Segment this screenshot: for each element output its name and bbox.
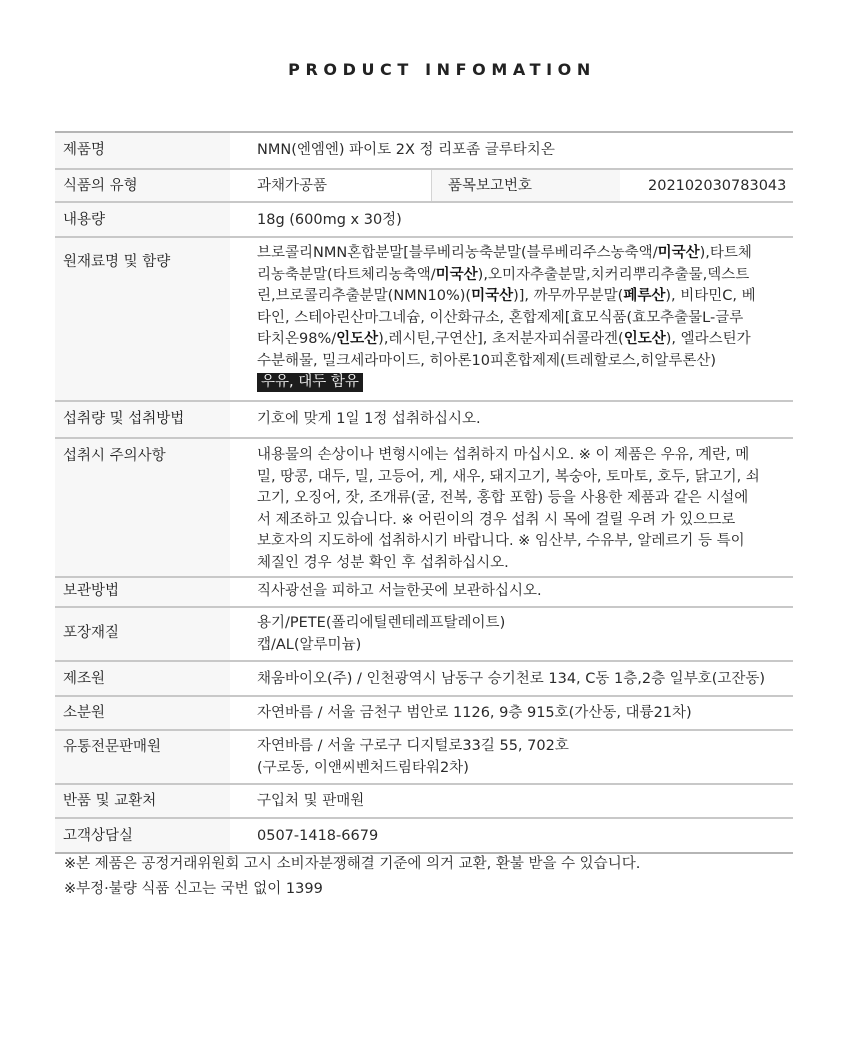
row-food-type	[55, 168, 793, 201]
origin-country: 인도산	[623, 331, 666, 347]
value-volume: 18g (600mg x 30정)	[257, 212, 402, 228]
label-packaging: 포장재질	[55, 608, 230, 660]
caution-line: 서 제조하고 있습니다. ※ 어린이의 경우 섭취 시 목에 걸릴 우려 가 있으므로	[257, 511, 736, 528]
value-caution	[230, 439, 793, 576]
row-packaging	[55, 606, 793, 660]
label-storage: 보관방법	[55, 578, 230, 606]
value-packaging	[230, 608, 793, 660]
label-product-name: 제품명	[55, 133, 230, 168]
caution-line: 밀, 땅콩, 대두, 밀, 고등어, 게, 새우, 돼지고기, 복숭아, 토마토, 호두, 닭고기, 쇠	[257, 468, 760, 485]
ingredient-text: ), 비타민C, 베	[665, 288, 756, 304]
caution-line: 내용물의 손상이나 변형시에는 섭취하지 마십시오. ※ 이 제품은 우유, 계란, 메	[257, 447, 750, 463]
origin-country: 미국산	[471, 288, 514, 304]
packaging-line: 용기/PETE(폴리에틸렌테레프탈레이트)	[257, 615, 506, 631]
ingredient-line	[257, 265, 793, 287]
label-manufacturer: 제조원	[55, 662, 230, 695]
label-volume: 내용량	[55, 203, 230, 236]
caution-line: 체질인 경우 성분 확인 후 섭취하십시오.	[257, 554, 509, 571]
label-returns: 반품 및 교환처	[55, 785, 230, 817]
ingredient-text: ),타트체	[699, 245, 752, 261]
label-report-number: 품목보고번호	[432, 170, 620, 201]
seller-line: 자연바름 / 서울 구로구 디지털로33길 55, 702호	[257, 738, 569, 754]
footer-notes	[64, 852, 640, 902]
label-intake: 섭취량 및 섭취방법	[55, 402, 230, 437]
ingredient-text: 브로콜리NMN혼합분말[블루베리농축분말(블루베리주스농축액/	[257, 245, 658, 261]
row-caution	[55, 437, 793, 576]
row-product-name	[55, 133, 793, 168]
ingredient-line	[257, 351, 793, 373]
origin-country: 인도산	[336, 331, 379, 347]
value-manufacturer: 채움바이오(주) / 인천광역시 남동구 승기천로 134, C동 1층,2층 일부호(고잔동)	[257, 671, 766, 687]
note-refund-policy: ※본 제품은 공정거래위원회 고시 소비자분쟁해결 기준에 의거 교환, 환불 받을 수 있습니다.	[64, 856, 641, 872]
origin-country: 페루산	[623, 288, 666, 304]
row-ingredients	[55, 236, 793, 400]
row-intake	[55, 400, 793, 437]
caution-line: 고기, 오징어, 잣, 조개류(굴, 전복, 홍합 포함) 등을 사용한 제품과 같은 시설에	[257, 490, 749, 506]
ingredient-line	[257, 243, 793, 265]
value-report-number: 202102030783043	[648, 178, 787, 194]
row-distributor	[55, 695, 793, 729]
value-intake: 기호에 맞게 1일 1정 섭취하십시오.	[257, 411, 481, 427]
label-seller: 유통전문판매원	[55, 731, 230, 783]
row-manufacturer	[55, 660, 793, 695]
value-returns: 구입처 및 판매원	[257, 793, 365, 809]
ingredient-text: 타치온98%/	[257, 331, 337, 347]
value-ingredients	[230, 238, 793, 400]
label-caution: 섭취시 주의사항	[55, 439, 230, 576]
page-title: PRODUCT INFOMATION	[288, 60, 596, 79]
packaging-line: 캡/AL(알루미늄)	[257, 636, 362, 653]
ingredient-line	[257, 329, 793, 351]
ingredient-text: 수분해물, 밀크세라마이드, 히아론10피혼합제제(트레할로스,히알루론산)	[257, 352, 717, 369]
row-volume	[55, 201, 793, 236]
ingredient-text: 리농축분말(타트체리농축액/	[257, 266, 436, 283]
row-customer-service	[55, 817, 793, 852]
ingredient-text: 린,브로콜리추출분말(NMN10%)(	[257, 288, 472, 304]
allergen-badge: 우유, 대두 함유	[257, 373, 363, 392]
label-ingredients: 원재료명 및 함량	[55, 238, 230, 400]
ingredient-text: ), 엘라스틴가	[665, 331, 751, 347]
ingredient-text: 타인, 스테아린산마그네슘, 이산화규소, 혼합제제[효모식품(효모추출물L-글루	[257, 309, 744, 326]
row-returns	[55, 783, 793, 817]
ingredient-lines	[257, 243, 793, 372]
value-seller	[230, 731, 793, 783]
ingredient-line	[257, 308, 793, 330]
label-customer-service: 고객상담실	[55, 819, 230, 852]
ingredient-text: )], 까무까무분말(	[513, 288, 624, 304]
value-distributor: 자연바름 / 서울 금천구 범안로 1126, 9층 915호(가산동, 대륭21차)	[257, 705, 692, 721]
ingredient-line	[257, 286, 793, 308]
note-report-hotline: ※부정·불량 식품 신고는 국번 없이 1399	[64, 881, 323, 897]
label-distributor: 소분원	[55, 697, 230, 729]
row-seller	[55, 729, 793, 783]
ingredient-text: ),오미자추출분말,치커리뿌리추출물,덱스트	[477, 266, 750, 283]
caution-line: 보호자의 지도하에 섭취하시기 바랍니다. ※ 임산부, 수유부, 알레르기 등 특이	[257, 533, 745, 549]
seller-line: (구로동, 이앤씨벤처드림타워2차)	[257, 759, 469, 776]
ingredient-text: ),레시틴,구연산], 초저분자피쉬콜라겐(	[378, 331, 624, 347]
value-food-type: 과채가공품	[230, 170, 432, 201]
value-storage: 직사광선을 피하고 서늘한곳에 보관하십시오.	[257, 583, 542, 599]
product-info-table	[55, 131, 793, 854]
row-storage	[55, 576, 793, 606]
origin-country: 미국산	[435, 266, 478, 283]
label-food-type: 식품의 유형	[55, 170, 230, 201]
value-product-name: NMN(엔엠엔) 파이토 2X 정 리포좀 글루타치온	[257, 142, 555, 158]
value-customer-service: 0507-1418-6679	[257, 828, 379, 844]
origin-country: 미국산	[657, 245, 700, 261]
